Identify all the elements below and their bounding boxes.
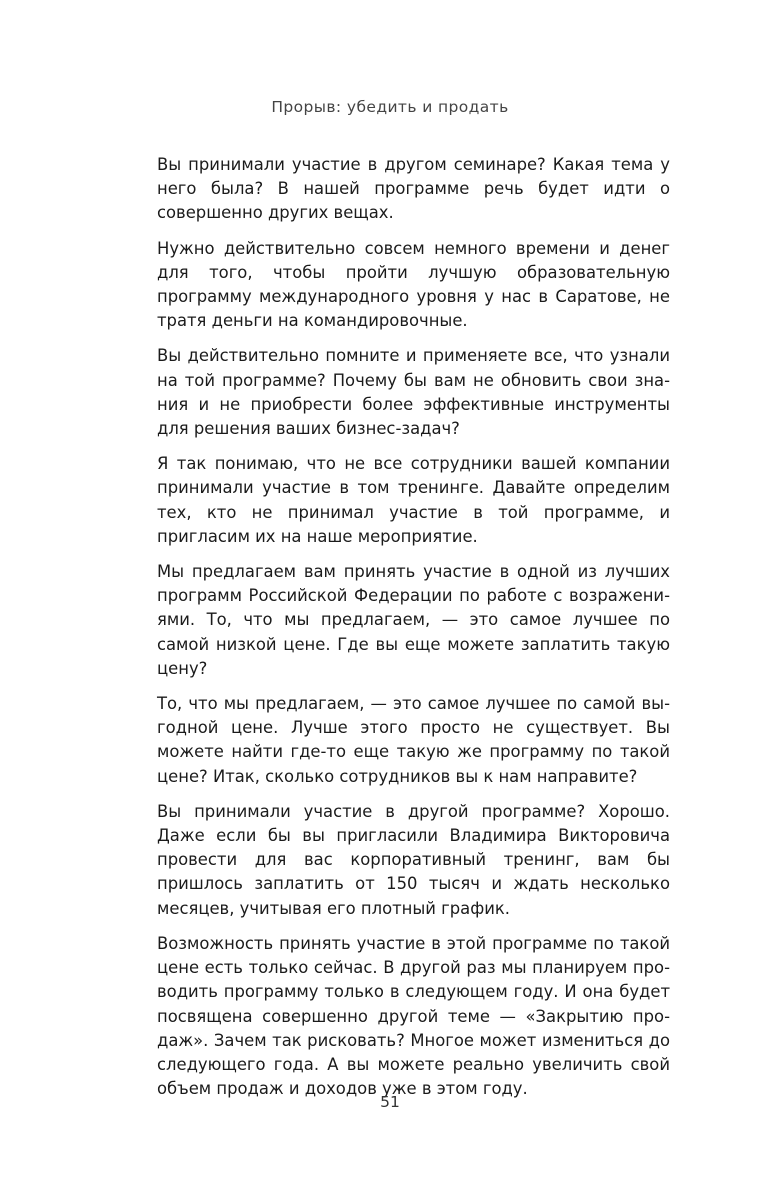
running-head: Прорыв: убедить и продать [271, 98, 509, 116]
paragraph: Мы предлагаем вам принять участие в одной из лучших программ Российской Федерации по работе с возражениями. То, что мы предлагаем, — это самое лучшее по самой низкой цене. Где вы еще можете заплатить такую цену? [157, 562, 670, 678]
paragraph: Возможность принять участие в этой программе по такой цене есть только сейчас. В другой раз мы планируем проводить программу только в следующем году. И она будет посвящена совершенно другой теме — «Закрытию продаж». Зачем так рисковать? Многое может измениться до следующего года. А вы можете реально увеличить свой объем продаж и доходов уже в этом году. [157, 933, 670, 1099]
page-number: 51 [380, 1093, 400, 1111]
paragraph: Я так понимаю, что не все сотрудники вашей компании принимали участие в том тренинге. Давайте определим тех, кто не принимал участие в той программе, и пригласим их на наше мероприятие. [157, 454, 670, 546]
paragraph: Нужно действительно совсем немного времени и денег для того, чтобы пройти лучшую образовательную программу международного уровня у нас в Саратове, не тратя деньги на командировочные. [157, 238, 670, 331]
paragraph: Вы принимали участие в другом семинаре? Какая тема у него была? В нашей программе речь будет идти о совершенно других вещах. [157, 155, 670, 223]
paragraph: Вы принимали участие в другой программе? Хорошо. Даже если бы вы пригласили Владимира Викторовича провести для вас корпоративный тренинг, вам бы пришлось заплатить от 150 тысяч и ждать несколько месяцев, учитывая его плотный график. [157, 801, 670, 918]
paragraph: То, что мы предлагаем, — это самое лучшее по самой выгодной цене. Лучше этого просто не существует. Вы можете найти где-то еще такую же программу по такой цене? Итак, сколько сотрудников вы к нам направите? [157, 694, 670, 786]
body-text [157, 153, 670, 1112]
paragraph: Вы действительно помните и применяете все, что узнали на той программе? Почему бы вам не обновить свои знания и не приобрести более эффективные инструменты для решения ваших бизнес-задач? [157, 346, 670, 439]
